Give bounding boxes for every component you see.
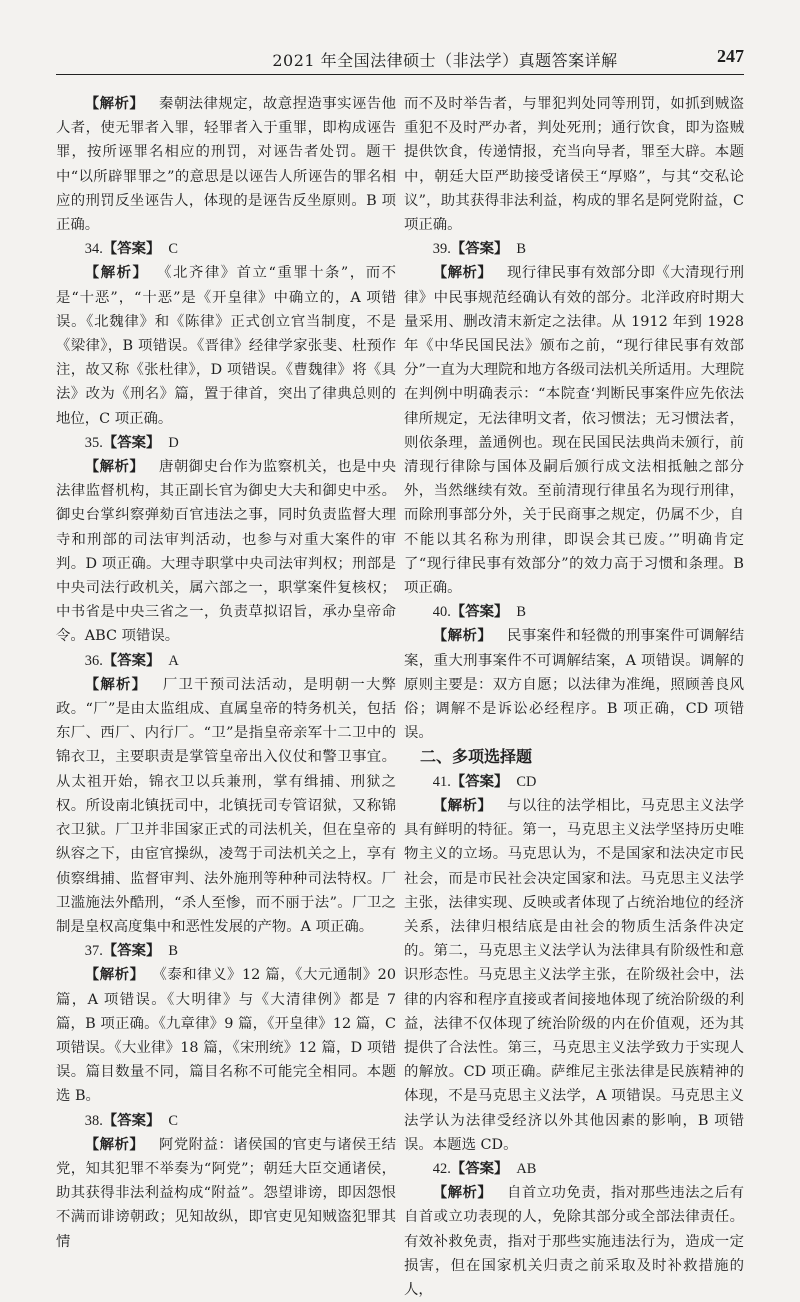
- running-title: 2021 年全国法律硕士（非法学）真题答案详解: [272, 51, 618, 70]
- q36-answer: 36.【答案】 A: [84, 652, 179, 669]
- q38-analysis: 【解析】 阿党附益：诸侯国的官吏与诸侯王结党，知其犯罪不举奏为“阿党”；朝廷大臣交通诸侯，助其获得非法利益构成“附益”。怨望诽谤，即因怨恨不满而诽谤朝政；见知故纵，即官吏见知贼盗犯罪其情: [56, 1136, 396, 1250]
- q34-analysis: 【解析】 《北齐律》首立“重罪十条”，而不是“十恶”，“十恶”是《开皇律》中确立的，A 项错误。《北魏律》和《陈律》正式创立官当制度，不是《梁律》，B 项错误。《晋律》经律学家张斐、杜预作注，故又称《张杜律》，D 项错误。《曹魏律》将《具法》改为《刑名》篇，置于律首，突出了律典总则的地位，C 项正确。: [56, 265, 396, 427]
- q40-answer: 40.【答案】 B: [432, 604, 526, 621]
- page-header: [56, 44, 744, 75]
- page-number: 247: [717, 46, 744, 66]
- analysis-label: 【解析】: [84, 96, 145, 112]
- q38-analysis-continued: 而不及时举告者，与罪犯判处同等刑罚，如抓到贼盗重犯不及时严办者，判处死刑；通行饮食，即为盗贼提供饮食，传递情报，充当向导者，罪至大辟。本题中，朝廷大臣严助接受诸侯王“厚赂”，与其“交私论议”，助其获得非法利益，构成的罪名是阿党附益，C 项正确。: [404, 96, 744, 234]
- q33-analysis: 【解析】 秦朝法律规定，故意捏造事实诬告他人者，使无罪者入罪，轻罪者入于重罪，即构成诬告罪，按所诬罪名相应的刑罚，对诬告者处罚。题干中“以所辟罪罪之”的意思是以诬告人所诬告的罪名相应的刑罚反坐诬告人，体现的是诬告反坐原则。B 项正确。: [56, 96, 396, 234]
- q39-answer: 39.【答案】 B: [432, 241, 526, 258]
- q41-answer: 41.【答案】 CD: [432, 773, 537, 790]
- q35-analysis: 【解析】 唐朝御史台作为监察机关，也是中央法律监督机构，其正副长官为御史大夫和御史中丞。御史台掌纠察弹劾百官违法之事，同时负责监督大理寺和刑部的司法审判活动，也参与对重大案件的审判。D 项正确。大理寺职掌中央司法审判权；刑部是中央司法行政机关，属六部之一，职掌案件复核权；中书省是中央三省之一，负责草拟诏旨，承办皇帝命令。ABC 项错误。: [56, 459, 396, 645]
- section-title: 二、多项选择题: [420, 747, 533, 767]
- left-column: [56, 92, 396, 1254]
- q36-analysis: 【解析】 厂卫干预司法活动，是明朝一大弊政。“厂”是由太监组成、直属皇帝的特务机关，包括东厂、西厂、内行厂。“卫”是指皇帝亲军十二卫中的锦衣卫，主要职责是掌管皇帝出入仪仗和警卫事宜。从太祖开始，锦衣卫以兵兼刑，掌有缉捕、刑狱之权。所设南北镇抚司中，北镇抚司专管诏狱，又称锦衣卫狱。厂卫并非国家正式的司法机关，但在皇帝的纵容之下，由宦官操纵，凌驾于司法机关之上，享有侦察缉捕、监督审判、法外施刑等种种司法特权。厂卫滥施法外酷刑，“杀人至惨，而不丽于法”。厂卫之制是皇权高度集中和恶性发展的产物。A 项正确。: [56, 676, 396, 935]
- q42-analysis: 【解析】 自首立功免责，指对那些违法之后有自首或立功表现的人，免除其部分或全部法律责任。有效补救免责，指对于那些实施违法行为，造成一定损害，但在国家机关归责之前采取及时补救措施的人，: [404, 1185, 744, 1298]
- q41-analysis: 【解析】 与以往的法学相比，马克思主义法学具有鲜明的特征。第一，马克思主义法学坚持历史唯物主义的立场。马克思认为，不是国家和法决定市民社会，而是市民社会决定国家和法。马克思主义法学主张，法律实现、反映或者体现了占统治地位的经济关系，法律归根结底是由社会的物质生活条件决定的。第二，马克思主义法学认为法律具有阶级性和意识形态性。马克思主义法学主张，在阶级社会中，法律的内容和程序直接或者间接地体现了统治阶级的利益，法律不仅体现了统治阶级的内在价值观，还为其提供了合法性。第三，马克思主义法学致力于实现人的解放。CD 项正确。萨维尼主张法律是民族精神的体现，不是马克思主义法学，A 项错误。马克思主义法学认为法律受经济以外其他因素的影响，B 项错误。本题选 CD。: [404, 797, 744, 1153]
- right-column: [404, 92, 744, 1302]
- q42-answer: 42.【答案】 AB: [432, 1160, 537, 1177]
- q38-answer: 38.【答案】 C: [84, 1112, 178, 1129]
- q40-analysis: 【解析】 民事案件和轻微的刑事案件可调解结案，重大刑事案件不可调解结案，A 项错误。调解的原则主要是：双方自愿；以法律为准绳，照顾善良风俗；调解不是诉讼必经程序。B 项正确，CD 项错误。: [404, 628, 744, 742]
- q35-answer: 35.【答案】 D: [84, 434, 179, 451]
- q37-answer: 37.【答案】 B: [84, 943, 178, 960]
- q37-analysis: 【解析】 《泰和律义》12 篇，《大元通制》20 篇，A 项错误。《大明律》与《大清律例》都是 7 篇，B 项正确。《九章律》9 篇，《开皇律》12 篇，C 项错误。《大业律》18 篇，《宋刑统》12 篇，D 项错误。篇目数量不同，篇目名称不可能完全相同。本题选 B。: [56, 967, 396, 1105]
- q34-answer: 34.【答案】 C: [84, 241, 178, 258]
- q39-analysis: 【解析】 现行律民事有效部分即《大清现行刑律》中民事规范经确认有效的部分。北洋政府时期大量采用、删改清末新定之法律。从 1912 年到 1928 年《中华民国民法》颁布之前，“现行律民事有效部分”一直为大理院和地方各级司法机关所适用。大理院在判例中明确表示：“本院查‘判断民事案件应先依法律所规定，无法律明文者，依习惯法；无习惯法者，则依条理，盖通例也。现在民国民法典尚未颁行，前清现行律除与国体及嗣后颁行成文法相抵触之部分外，当然继续有效。至前清现行律虽名为现行刑律，而除刑事部分外，关于民商事之规定，仍属不少，自不能以其名称为刑律，即误会其已废。’”明确肯定了“现行律民事有效部分”的效力高于习惯和条理。B 项正确。: [404, 265, 744, 597]
- answer-label: 【答案】: [102, 241, 161, 258]
